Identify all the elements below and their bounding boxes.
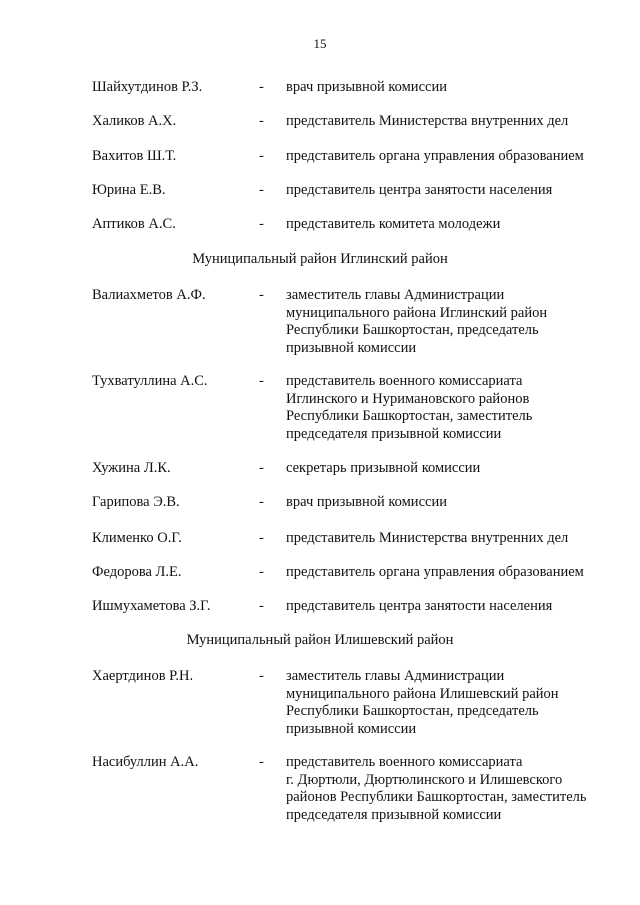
role-line: представитель органа управления образованием — [286, 564, 584, 580]
role-line: г. Дюртюли, Дюртюлинского и Илишевского — [286, 771, 563, 788]
member-role — [286, 287, 616, 357]
member-name: Хаертдинов Р.Н. — [92, 668, 194, 684]
member-name: Ишмухаметова З.Г. — [92, 598, 211, 614]
member-role — [286, 216, 616, 234]
member-role — [286, 668, 616, 738]
role-line: Республики Башкортостан, заместитель — [286, 408, 533, 424]
dash-separator: - — [259, 668, 264, 684]
role-line: Республики Башкортостан, председатель — [286, 322, 539, 338]
member-name: Клименко О.Г. — [92, 530, 182, 546]
member-role — [286, 494, 616, 512]
dash-separator: - — [259, 182, 264, 198]
role-line: призывной комиссии — [286, 720, 417, 737]
role-line: председателя призывной комиссии — [286, 425, 502, 442]
member-role — [286, 79, 616, 97]
member-role — [286, 598, 616, 616]
member-name: Валиахметов А.Ф. — [92, 287, 206, 303]
section-title: Муниципальный район Иглинский район — [192, 251, 448, 267]
member-name: Федорова Л.Е. — [92, 564, 182, 580]
member-role — [286, 530, 616, 548]
member-role — [286, 113, 616, 131]
member-name: Аптиков А.С. — [92, 216, 176, 232]
member-role — [286, 148, 616, 166]
dash-separator: - — [259, 216, 264, 232]
dash-separator: - — [259, 287, 264, 303]
dash-separator: - — [259, 460, 264, 476]
role-line: представитель Министерства внутренних дел — [286, 530, 569, 546]
role-line: представитель Министерства внутренних дел — [286, 113, 569, 129]
dash-separator: - — [259, 79, 264, 95]
role-line: заместитель главы Администрации — [286, 668, 505, 684]
member-role — [286, 182, 616, 200]
role-line: врач призывной комиссии — [286, 79, 447, 95]
member-name: Тухватуллина А.С. — [92, 373, 208, 389]
role-line: районов Республики Башкортостан, заместитель — [286, 789, 587, 805]
role-line: муниципального района Илишевский район — [286, 685, 559, 702]
member-role — [286, 373, 616, 443]
role-line: муниципального района Иглинский район — [286, 304, 548, 321]
dash-separator: - — [259, 148, 264, 164]
role-line: врач призывной комиссии — [286, 494, 447, 510]
role-line: представитель органа управления образованием — [286, 148, 584, 164]
dash-separator: - — [259, 530, 264, 546]
role-line: Иглинского и Нуримановского районов — [286, 390, 530, 407]
dash-separator: - — [259, 373, 264, 389]
role-line: представитель комитета молодежи — [286, 216, 501, 232]
role-line: председателя призывной комиссии — [286, 806, 502, 823]
member-name: Шайхутдинов Р.З. — [92, 79, 203, 95]
dash-separator: - — [259, 564, 264, 580]
member-role — [286, 460, 616, 478]
dash-separator: - — [259, 598, 264, 614]
role-line: секретарь призывной комиссии — [286, 460, 481, 476]
role-line: представитель центра занятости населения — [286, 182, 553, 198]
dash-separator: - — [259, 494, 264, 510]
role-line: Республики Башкортостан, председатель — [286, 703, 539, 719]
role-line: заместитель главы Администрации — [286, 287, 505, 303]
member-name: Гарипова Э.В. — [92, 494, 180, 510]
member-name: Насибуллин А.А. — [92, 754, 199, 770]
role-line: представитель военного комиссариата — [286, 754, 523, 770]
page-number: 15 — [313, 36, 327, 51]
member-name: Юрина Е.В. — [92, 182, 166, 198]
role-line: призывной комиссии — [286, 339, 417, 356]
section-title: Муниципальный район Илишевский район — [186, 632, 454, 648]
member-name: Вахитов Ш.Т. — [92, 148, 177, 164]
role-line: представитель военного комиссариата — [286, 373, 523, 389]
dash-separator: - — [259, 113, 264, 129]
role-line: представитель центра занятости населения — [286, 598, 553, 614]
member-name: Хужина Л.К. — [92, 460, 171, 476]
member-role — [286, 564, 616, 582]
member-name: Халиков А.Х. — [92, 113, 177, 129]
member-role — [286, 754, 616, 824]
dash-separator: - — [259, 754, 264, 770]
